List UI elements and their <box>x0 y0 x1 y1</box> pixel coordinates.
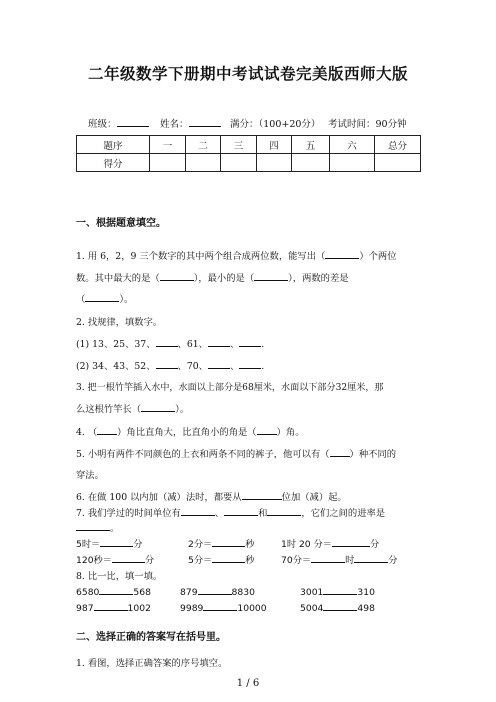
score-input-cell[interactable] <box>221 154 257 172</box>
conversion-item: 1时 20 分＝ 分 <box>281 539 380 550</box>
compare-item: 879 8830 <box>180 587 255 598</box>
answer-blank[interactable] <box>239 337 261 347</box>
section1-heading: 一、根据题意填空。 <box>76 218 166 229</box>
answer-blank[interactable] <box>181 506 215 516</box>
question-1-line1: 1. 用 6，2，9 三个数字的其中两个组合成两位数，能写出（ ）个两位 <box>76 251 397 262</box>
table-cell: 一 <box>150 136 186 154</box>
answer-blank[interactable] <box>85 292 119 302</box>
answer-blank[interactable] <box>208 359 230 369</box>
answer-blank[interactable] <box>242 490 282 500</box>
question-7-line1: 7. 我们学过的时间单位有 、 和 ，它们之间的进率是 <box>76 508 386 519</box>
score-table-header-row <box>77 136 421 154</box>
answer-blank[interactable] <box>254 271 288 281</box>
answer-blank[interactable] <box>141 402 175 412</box>
answer-blank[interactable] <box>239 359 261 369</box>
answer-blank[interactable] <box>99 585 133 595</box>
name-blank[interactable] <box>189 116 221 127</box>
class-blank[interactable] <box>117 116 149 127</box>
name-field <box>160 116 221 130</box>
answer-blank[interactable] <box>112 553 145 563</box>
conversion-item: 120秒＝ 分 <box>76 555 155 566</box>
question-2-part2: (2) 34、43、52、 、70、 、 . <box>76 361 265 372</box>
section2-question-1: 1. 看图，选择正确答案的序号填空。 <box>76 658 228 669</box>
question-3-line1: 3. 把一根竹竿插入水中，水面以上部分是68厘米，水面以下部分32厘米，那 <box>76 383 384 393</box>
conversion-item: 5时＝ 分 <box>76 539 143 550</box>
answer-blank[interactable] <box>156 359 178 369</box>
answer-blank[interactable] <box>100 537 133 547</box>
page-number: 1 / 6 <box>236 678 260 689</box>
answer-blank[interactable] <box>330 447 350 457</box>
answer-blank[interactable] <box>311 553 345 563</box>
compare-item: 9989 10000 <box>180 603 267 614</box>
answer-blank[interactable] <box>257 425 277 435</box>
table-cell: 总分 <box>375 136 421 154</box>
conversion-item: 70分＝ 时 分 <box>281 555 398 566</box>
answer-blank[interactable] <box>323 585 357 595</box>
question-3-line2: 么这根竹竿长（ ）。 <box>76 404 190 415</box>
question-2: 2. 找规律，填数字。 <box>76 317 163 328</box>
compare-item: 6580 568 <box>76 587 151 598</box>
table-cell: 二 <box>186 136 221 154</box>
question-1-line2: 数。其中最大的是（ ），最小的是（ ），两数的差是 <box>76 273 349 284</box>
answer-blank[interactable] <box>156 337 178 347</box>
page-title: 二年级数学下册期中考试试卷完美版西师大版 <box>87 65 408 83</box>
question-1-line3: （ ）。 <box>76 294 134 305</box>
answer-blank[interactable] <box>323 601 357 611</box>
compare-item: 3001 310 <box>300 587 375 598</box>
score-input-cell[interactable] <box>330 154 375 172</box>
answer-blank[interactable] <box>224 506 258 516</box>
question-8: 8. 比一比，填一填。 <box>76 571 163 582</box>
score-input-cell[interactable] <box>186 154 221 172</box>
compare-item: 5004 498 <box>300 603 375 614</box>
answer-blank[interactable] <box>267 506 301 516</box>
compare-item: 987 1002 <box>76 603 151 614</box>
class-field <box>88 116 149 130</box>
question-2-part1: (1) 13、25、37、 、61、 、 . <box>76 339 265 350</box>
table-cell: 题序 <box>77 136 150 154</box>
score-input-cell[interactable] <box>375 154 421 172</box>
answer-blank[interactable] <box>94 601 128 611</box>
class-label: 班级： <box>88 119 117 130</box>
answer-blank[interactable] <box>97 425 117 435</box>
score-input-cell[interactable] <box>150 154 186 172</box>
table-cell: 四 <box>257 136 292 154</box>
conversion-item: 5分＝ 秒 <box>188 555 255 566</box>
conversion-item: 2分＝ 秒 <box>188 539 255 550</box>
question-7-line2: 。 <box>76 520 119 534</box>
answer-blank[interactable] <box>198 585 232 595</box>
score-input-cell[interactable] <box>257 154 292 172</box>
question-5-line1: 5. 小明有两件不同颜色的上衣和两条不同的裤子，他可以有（ ）种不同的 <box>76 449 397 460</box>
answer-blank[interactable] <box>76 521 110 531</box>
table-cell: 五 <box>292 136 330 154</box>
table-cell: 得分 <box>77 154 150 172</box>
question-6: 6. 在做 100 以内加（减）法时，都要从 位加（减）起。 <box>76 492 347 503</box>
name-label: 姓名： <box>160 119 189 130</box>
answer-blank[interactable] <box>203 601 237 611</box>
answer-blank[interactable] <box>325 249 359 259</box>
table-cell: 六 <box>330 136 375 154</box>
score-table-score-row <box>77 154 421 172</box>
question-4: 4. （ ）角比直角大，比直角小的角是（ ）角。 <box>76 427 305 438</box>
table-cell: 三 <box>221 136 257 154</box>
exam-time: 考试时间：90分钟 <box>328 119 407 130</box>
answer-blank[interactable] <box>208 337 230 347</box>
question-5-line2: 穿法。 <box>76 470 104 481</box>
answer-blank[interactable] <box>212 553 245 563</box>
full-score: 满分：（100+20分） <box>230 119 321 130</box>
answer-blank[interactable] <box>332 537 370 547</box>
answer-blank[interactable] <box>160 271 194 281</box>
answer-blank[interactable] <box>212 537 245 547</box>
section2-heading: 二、选择正确的答案写在括号里。 <box>76 632 226 643</box>
score-input-cell[interactable] <box>292 154 330 172</box>
score-table <box>76 135 421 172</box>
answer-blank[interactable] <box>354 553 388 563</box>
